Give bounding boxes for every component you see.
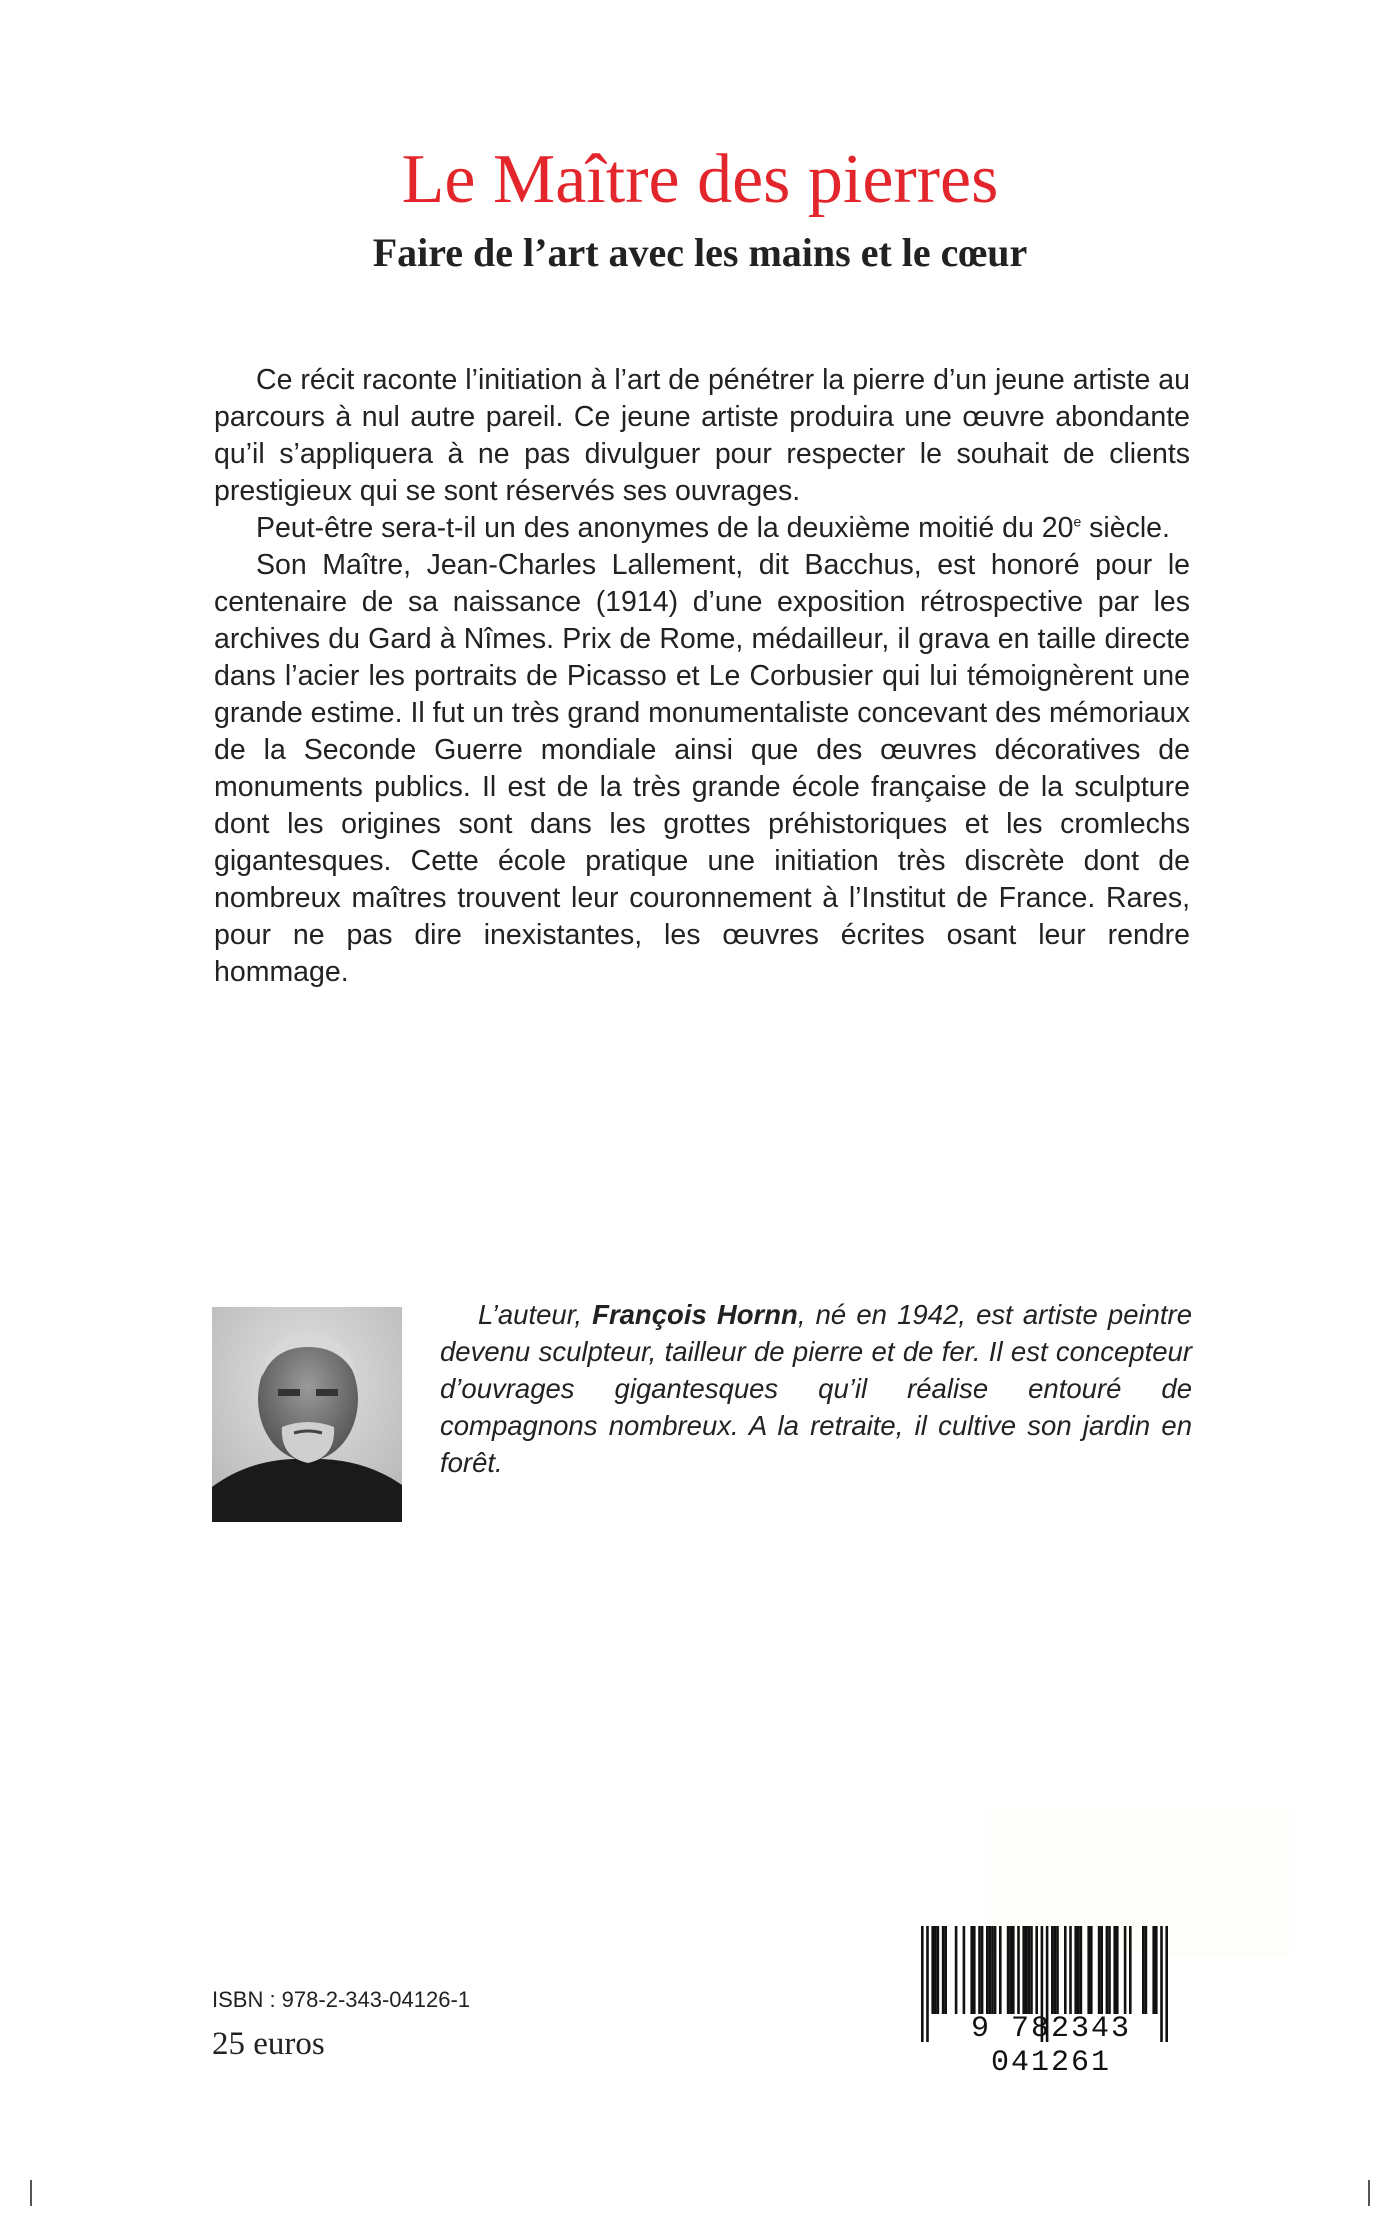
barcode-bar [981,1926,984,2014]
barcode-bar [1129,1926,1132,2014]
summary-paragraph-2 [214,510,1190,547]
author-bio-lead: L’auteur, [478,1299,593,1330]
barcode-bar [1074,1926,1077,2014]
barcode-bar [1142,1926,1145,2014]
barcode-bar [1025,1926,1028,2014]
barcode-bar [1098,1926,1101,2014]
isbn: ISBN : 978-2-343-04126-1 [212,1987,471,2012]
barcode-bar [1100,1926,1103,2014]
barcode-bar [1064,1926,1067,2014]
century-superscript: e [1073,513,1082,530]
barcode-bar [937,1926,940,2014]
crop-mark-right [1368,2180,1370,2206]
barcode-bar [942,1926,945,2014]
barcode-bar [1009,1926,1012,2014]
summary-text [214,362,1190,991]
author-bio [440,1296,1192,1481]
barcode-bar [1080,1926,1083,2014]
barcode-bar [970,1926,973,2014]
author-name: François Hornn [592,1299,798,1330]
barcode-bar [1152,1926,1155,2014]
author-bio-text: , né en 1942, est artiste peintre devenu sculpteur, tailleur de pierre et de fer. Il est concepteur d’ouvrages gigantesques qu’il réalise entouré de compagnons nombreux. A la retraite, il cultive son jardin en forêt. [440,1299,1193,1478]
summary-paragraph-3: Son Maître, Jean-Charles Lallement, dit Bacchus, est honoré pour le centenaire de sa naissance (1914) d’une exposition rétrospective par les archives du Gard à Nîmes. Prix de Rome, médailleur, il grava en taille directe dans l’acier les portraits de Picasso et Le Corbusier qui lui témoignèrent une grande estime. Il fut un très grand monumentaliste concevant des mémoriaux de la Seconde Guerre mondiale ainsi que des œuvres décoratives de monuments publics. Il est de la très grande école française de la sculpture dont les origines sont dans les grottes préhistoriques et les cromlechs gigantesques. Cette école pratique une initiation très discrète dont de nombreux maîtres trouvent leur couronnement à l’Institut de France. Rares, pour ne pas dire inexistantes, les œuvres écrites osant leur rendre hommage. [214,549,1190,988]
barcode-bar [991,1926,994,2014]
barcode-bar [1030,1926,1033,2014]
barcode-bar [1051,1926,1054,2014]
barcode-bar [994,1926,997,2014]
barcode-bar [1108,1926,1111,2014]
barcode-bar [986,1926,989,2014]
barcode-bar [963,1926,966,2014]
barcode-bar [989,1926,992,2014]
barcode-bar [1012,1926,1015,2014]
barcode-bar [1116,1926,1119,2014]
book-subtitle: Faire de l’art avec les mains et le cœur [372,230,1028,275]
barcode-bar [978,1926,981,2014]
barcode-bar [944,1926,947,2014]
barcode-bar [1035,1926,1038,2014]
price: 25 euros [212,2026,325,2062]
summary-paragraph-2-text: Peut-être sera-t-il un des anonymes de la deuxième moitié du 20 [256,512,1074,544]
barcode-bar [931,1926,934,2014]
barcode-bar [1155,1926,1158,2014]
barcode-digits: 9 782343 041261 [970,2012,1132,2080]
barcode-bar [934,1926,937,2014]
crop-mark-left [30,2180,32,2206]
summary-paragraph-2-end: siècle. [1081,512,1170,544]
barcode-bar [1022,1926,1025,2014]
book-title: Le Maître des pierres [401,141,999,218]
barcode-bar [999,1926,1002,2014]
barcode-bar [1007,1926,1010,2014]
barcode-bar [1069,1926,1072,2014]
barcode-bar [1028,1926,1031,2014]
barcode-bar [1113,1926,1116,2014]
barcode-bar [1017,1926,1020,2014]
barcode-bar [1056,1926,1059,2014]
barcode-bar [1106,1926,1109,2014]
author-photo [212,1307,402,1522]
barcode-bar [1145,1926,1148,2014]
barcode-bar [1054,1926,1057,2014]
barcode-bar [955,1926,958,2014]
barcode-bar [1090,1926,1093,2014]
barcode-bar [1124,1926,1127,2014]
barcode-bar [1077,1926,1080,2014]
barcode-bar [1087,1926,1090,2014]
summary-paragraph-1: Ce récit raconte l’initiation à l’art de pénétrer la pierre d’un jeune artiste au parcours à nul autre pareil. Ce jeune artiste produira une œuvre abondante qu’il s’appliquera à ne pas divulguer pour respecter le souhait de clients prestigieux qui se sont réservés ses ouvrages. [214,364,1190,507]
barcode-bar [973,1926,976,2014]
